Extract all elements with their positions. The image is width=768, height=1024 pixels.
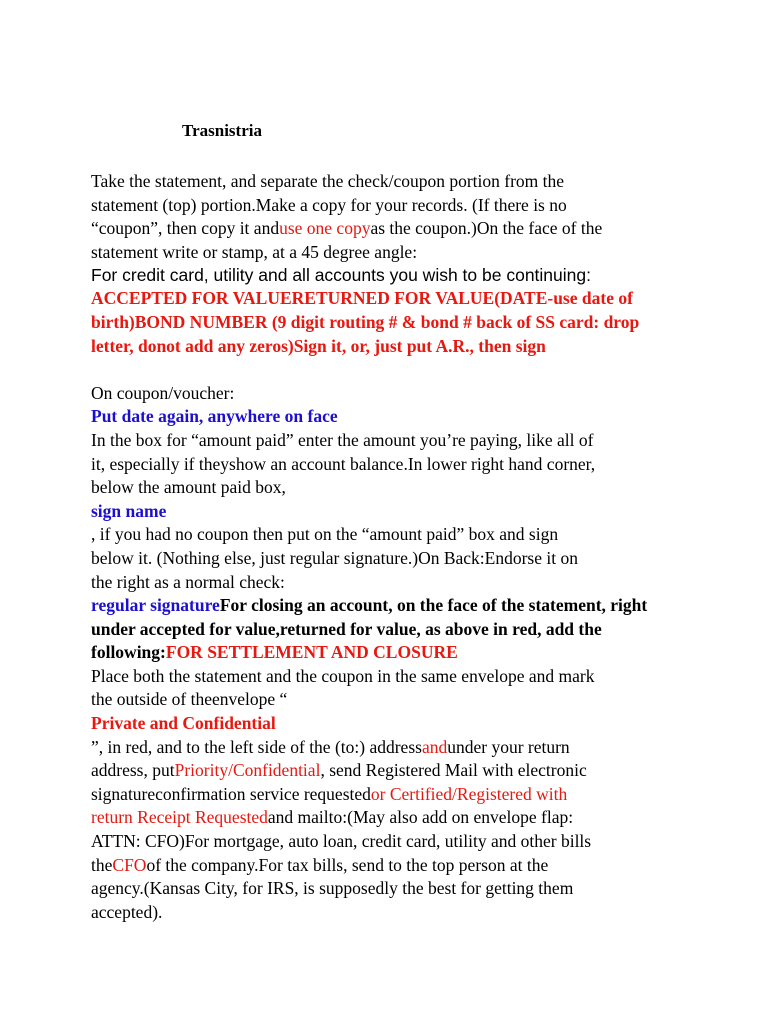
spacer bbox=[91, 358, 691, 382]
text-segment: address, put bbox=[91, 760, 175, 781]
text-line: In the box for “amount paid” enter the amount you’re paying, like all of bbox=[91, 429, 594, 450]
text-segment: signatureconfirmation service requested bbox=[91, 783, 371, 804]
sign-name-text: sign name bbox=[91, 500, 167, 521]
text-line: agency.(Kansas City, for IRS, is supposedly the best for getting them bbox=[91, 878, 574, 899]
text-line: under accepted for value,returned for value, as above in red, add the bbox=[91, 618, 602, 639]
text-line: the outside of theenvelope “ bbox=[91, 689, 288, 710]
text-line bbox=[91, 806, 691, 830]
use-one-copy-text: use one copy bbox=[279, 218, 371, 239]
text-line: Take the statement, and separate the check/coupon portion from the bbox=[91, 171, 565, 191]
text-segment: the bbox=[91, 854, 113, 875]
certified-registered-text: or Certified/Registered with bbox=[370, 783, 568, 804]
text-segment: of the company.For tax bills, send to the top person at the bbox=[146, 854, 549, 875]
text-segment: “coupon”, then copy it and bbox=[91, 218, 280, 239]
text-segment: following: bbox=[91, 642, 166, 663]
put-date-text: Put date again, anywhere on face bbox=[91, 406, 338, 427]
text-line: Place both the statement and the coupon in the same envelope and mark bbox=[91, 665, 595, 686]
accepted-line: birth)BOND NUMBER (9 digit routing # & bond # back of SS card: drop bbox=[91, 311, 640, 332]
private-confidential-text: Private and Confidential bbox=[91, 713, 276, 734]
text-segment: , send Registered Mail with electronic bbox=[320, 760, 587, 781]
text-line bbox=[91, 736, 691, 760]
text-line bbox=[91, 594, 691, 618]
return-receipt-text: return Receipt Requested bbox=[91, 807, 268, 828]
accounts-heading: For credit card, utility and all accounts you wish to be continuing: bbox=[91, 265, 591, 286]
cfo-text: CFO bbox=[112, 854, 147, 875]
text-line: the right as a normal check: bbox=[91, 571, 285, 592]
coupon-heading: On coupon/voucher: bbox=[91, 382, 235, 403]
text-line: it, especially if theyshow an account balance.In lower right hand corner, bbox=[91, 453, 596, 474]
text-segment: under your return bbox=[447, 736, 570, 757]
text-segment: For closing an account, on the face of the statement, right bbox=[219, 595, 648, 616]
text-line bbox=[91, 854, 691, 878]
settlement-closure-text: FOR SETTLEMENT AND CLOSURE bbox=[165, 642, 458, 663]
text-line bbox=[91, 783, 691, 807]
text-line bbox=[91, 641, 691, 665]
text-line: , if you had no coupon then put on the “amount paid” box and sign bbox=[91, 524, 559, 545]
text-line: ATTN: CFO)For mortgage, auto loan, credit card, utility and other bills bbox=[91, 831, 592, 852]
text-line bbox=[91, 759, 691, 783]
and-text: and bbox=[421, 736, 448, 757]
accepted-line: ACCEPTED FOR VALUERETURNED FOR VALUE(DATE-use date of bbox=[91, 288, 633, 309]
text-line: accepted). bbox=[91, 901, 163, 922]
document-title: Trasnistria bbox=[182, 121, 262, 140]
text-segment: ”, in red, and to the left side of the (to:) address bbox=[91, 736, 422, 757]
priority-confidential-text: Priority/Confidential bbox=[174, 760, 321, 781]
text-segment: as the coupon.)On the face of the bbox=[370, 218, 603, 239]
document-body bbox=[91, 170, 691, 924]
text-line: below it. (Nothing else, just regular signature.)On Back:Endorse it on bbox=[91, 547, 578, 568]
text-segment: and mailto:(May also add on envelope flap: bbox=[267, 807, 574, 828]
text-line: statement (top) portion.Make a copy for your records. (If there is no bbox=[91, 194, 567, 215]
text-line: below the amount paid box, bbox=[91, 477, 286, 498]
accepted-line: letter, donot add any zeros)Sign it, or, just put A.R., then sign bbox=[91, 335, 546, 356]
text-line: statement write or stamp, at a 45 degree angle: bbox=[91, 241, 418, 262]
text-line bbox=[91, 217, 691, 241]
regular-signature-text: regular signature bbox=[91, 595, 220, 616]
